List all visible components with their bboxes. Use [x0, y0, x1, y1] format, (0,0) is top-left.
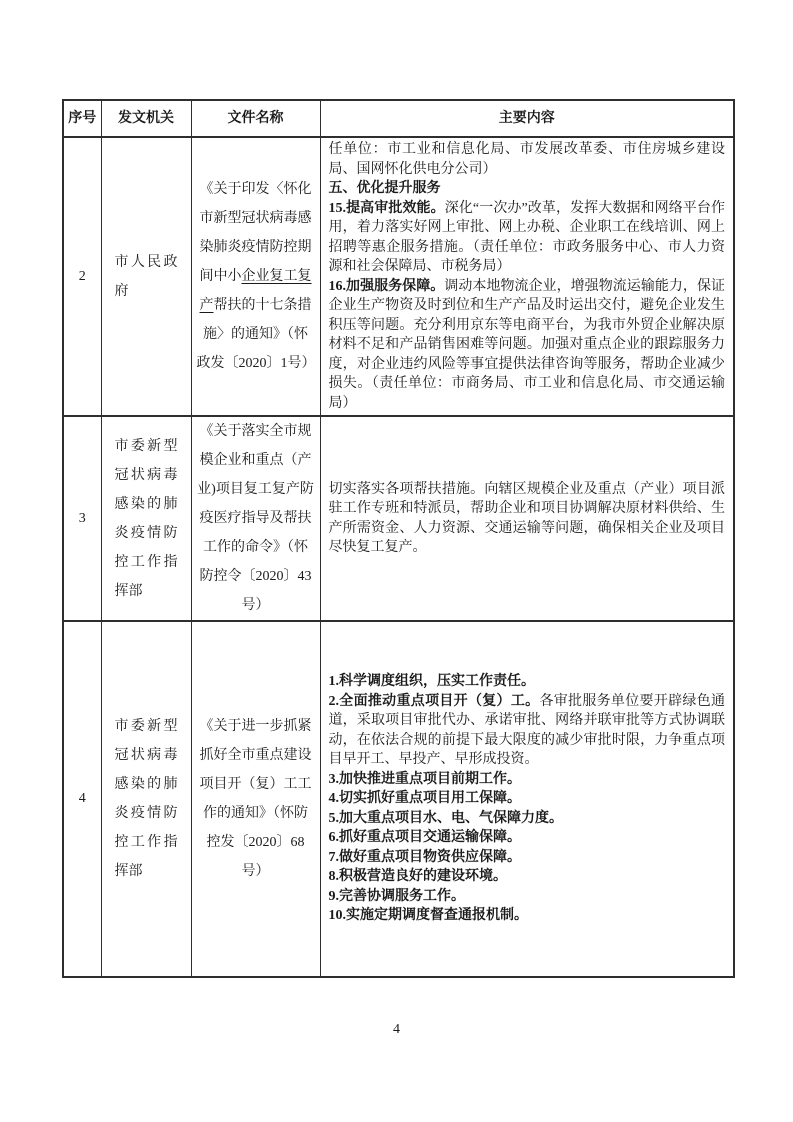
table-header-row [63, 100, 734, 137]
document-table [62, 99, 735, 978]
content-paragraph [329, 692, 726, 770]
main-content-cell [320, 137, 734, 416]
row-serial-number: 2 [63, 137, 101, 416]
header-cell-document-name: 文件名称 [191, 100, 320, 137]
content-text-segment: 调动本地物流企业，增强物流运输能力，保证企业生产物资及时到位和生产产品及时运出交付，避免企业发生积压等问题。充分利用京东等电商平台，为我市外贸企业解决原材料不足和产品销售困难等问题。加强对重点企业的跟踪服务力度，对企业违约风险等事宜提供法律咨询等服务，帮助企业减少损失。（责任单位：市商务局、市工业和信息化局、市交通运输局） [328, 278, 725, 411]
content-heading-segment: 五、优化提升服务 [328, 181, 441, 196]
document-name-cell [191, 137, 320, 416]
document-name-cell [191, 416, 320, 621]
content-heading-segment: 6.抓好重点项目交通运输保障。 [328, 830, 521, 846]
content-text-segment: 各审批服务单位要开辟绿色通道，采取项目审批代办、承诺审批、网络并联审批等方式协调联动，在依法合规的前提下最大限度的减少审批时限，力争重点项目早开工、早投产、早形成投资。 [328, 693, 726, 768]
table-row [63, 621, 734, 977]
content-heading-segment: 9.完善协调服务工作。 [328, 888, 465, 904]
content-heading-segment: 7.做好重点项目物资供应保障。 [328, 849, 521, 865]
content-text-segment: 深化“一次办”改革，发挥大数据和网络平台作用，着力落实好网上审批、网上办税、企业职工在线培训、网上招聘等惠企服务措施。（责任单位：市政务服务中心、市人力资源和社会保障局、市税务局） [328, 200, 725, 274]
table-row [63, 137, 734, 416]
content-paragraph [329, 887, 726, 907]
document-name-cell [191, 621, 320, 977]
row-serial-number: 3 [63, 416, 101, 621]
table-row [63, 416, 734, 621]
content-paragraph [329, 179, 726, 199]
document-name-underlined-segment: 企业复工复产 [199, 269, 312, 313]
content-paragraph [329, 828, 726, 848]
document-name-segment: 《关于印发〈怀化市新型冠状病毒感染肺炎疫情防控期间中小 [199, 182, 312, 284]
content-paragraph [329, 809, 726, 829]
header-cell-issuing-agency: 发文机关 [101, 100, 191, 137]
document-name-segment: 《关于进一步抓紧抓好全市重点建设项目开（复）工工作的通知》（怀防控发〔2020〕68号） [199, 719, 312, 879]
content-heading-segment: 4.切实抓好重点项目用工保障。 [328, 791, 521, 807]
document-name-segment: 《关于落实全市规模企业和重点（产业)项目复工复产防疫医疗指导及帮扶工作的命令》（怀防控令〔2020〕43号） [197, 424, 314, 613]
content-heading-segment: 16.加强服务保障。 [328, 278, 445, 294]
content-paragraph [329, 199, 726, 277]
issuing-agency-cell: 市人民政府 [101, 137, 191, 416]
content-paragraph [329, 277, 726, 414]
content-heading-segment: 15.提高审批效能。 [328, 200, 445, 216]
table-body [63, 137, 734, 977]
content-heading-segment: 8.积极营造良好的建设环境。 [328, 869, 507, 885]
content-text-segment: 任单位：市工业和信息化局、市发展改革委、市住房城乡建设局、国网怀化供电分公司） [328, 142, 725, 177]
content-paragraph [329, 848, 726, 868]
page-number: 4 [393, 1022, 400, 1037]
row-serial-number: 4 [63, 621, 101, 977]
content-heading-segment: 1.科学调度组织，压实工作责任。 [328, 674, 535, 690]
main-content-cell [320, 621, 734, 977]
content-paragraph [329, 867, 726, 887]
content-paragraph [329, 789, 726, 809]
table-header [63, 100, 734, 137]
issuing-agency-cell: 市委新型冠状病毒感染的肺炎疫情防控工作指挥部 [101, 621, 191, 977]
content-paragraph [329, 906, 726, 926]
header-cell-main-content: 主要内容 [320, 100, 734, 137]
content-heading-segment: 2.全面推动重点项目开（复）工。 [328, 693, 540, 709]
content-heading-segment: 3.加快推进重点项目前期工作。 [328, 771, 521, 787]
content-paragraph [329, 480, 726, 558]
content-text-segment: 切实落实各项帮扶措施。向辖区规模企业及重点（产业）项目派驻工作专班和特派员，帮助企业和项目协调解决原材料供给、生产所需资金、人力资源、交通运输等问题，确保相关企业及项目尽快复工复产。 [328, 481, 725, 555]
document-name-segment: 帮扶的十七条措施〉的通知》（怀政发〔2020〕1号） [196, 298, 316, 371]
content-heading-segment: 5.加大重点项目水、电、气保障力度。 [328, 810, 563, 826]
content-paragraph [329, 672, 726, 692]
header-cell-serial-number: 序号 [63, 100, 101, 137]
issuing-agency-cell: 市委新型冠状病毒感染的肺炎疫情防控工作指挥部 [101, 416, 191, 621]
content-paragraph [329, 140, 726, 179]
main-content-cell [320, 416, 734, 621]
content-heading-segment: 10.实施定期调度督查通报机制。 [328, 908, 528, 924]
content-paragraph [329, 770, 726, 790]
